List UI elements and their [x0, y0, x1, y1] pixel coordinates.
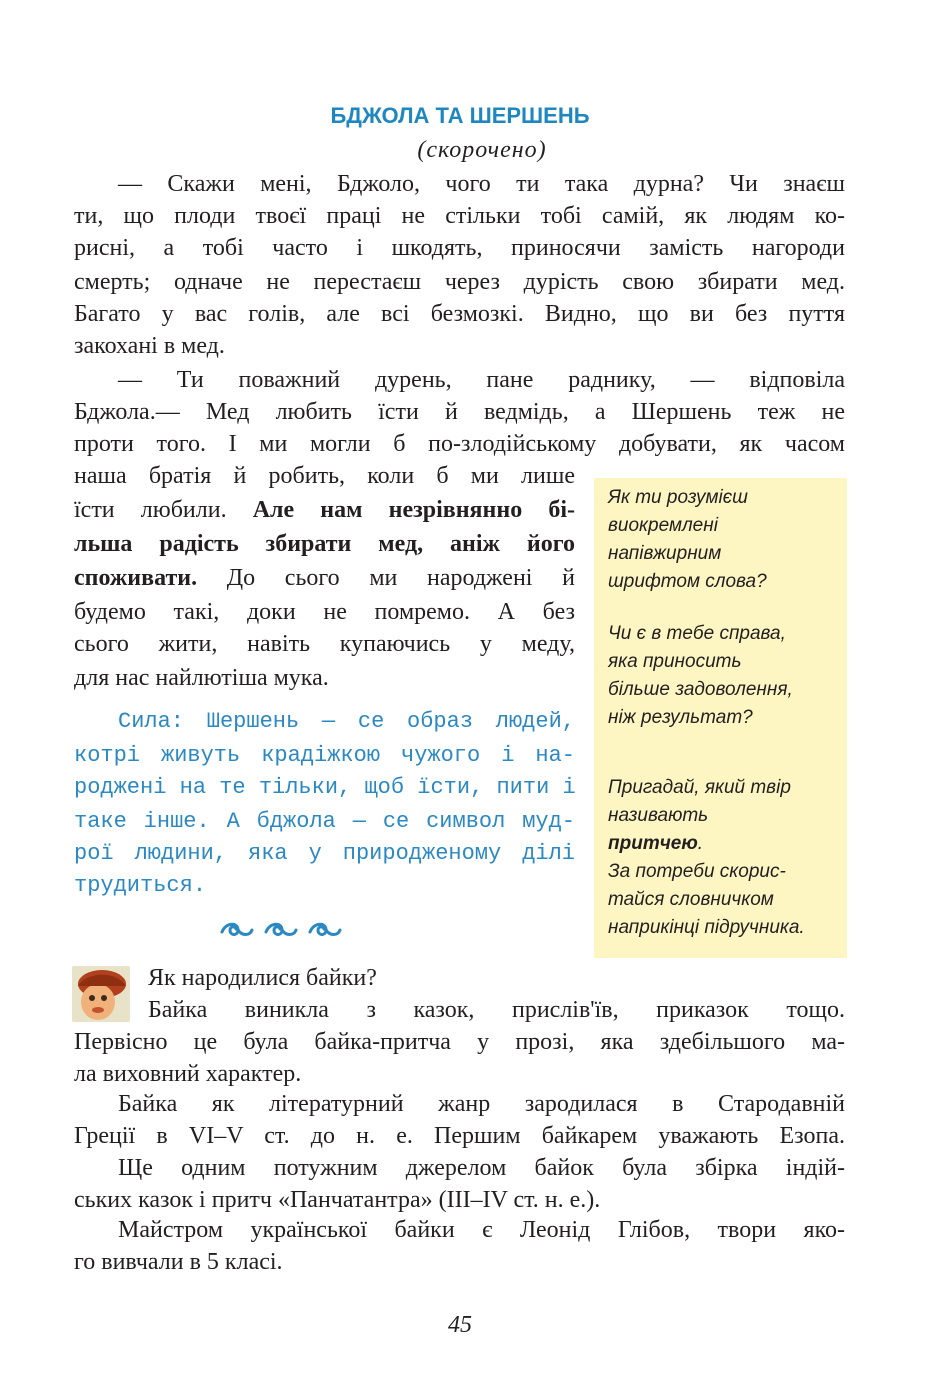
- fable-subtitle: (скорочено): [417, 137, 547, 163]
- sidebar-line: За потреби скорис-: [608, 861, 786, 882]
- moral-line: рої людини, яка у природженому ділі: [74, 841, 575, 866]
- plain-text: До сього ми народжені й: [197, 565, 575, 591]
- sidebar-line: ніж результат?: [608, 707, 753, 728]
- text-line: Греції в VI–V ст. до н. е. Першим байкарем уважають Езопа.: [74, 1123, 845, 1149]
- text-line: Байка виникла з казок, прислів'їв, приказок тощо.: [148, 997, 845, 1023]
- sidebar-line: шрифтом слова?: [608, 571, 767, 592]
- text-line: го вивчали в 5 класі.: [74, 1249, 283, 1275]
- moral-line: роджені на те тільки, щоб їсти, пити і: [74, 775, 576, 800]
- text-line: будемо такі, доки не помремо. А без: [74, 599, 575, 625]
- sidebar-line: називають: [608, 805, 709, 826]
- sidebar-line: Чи є в тебе справа,: [608, 623, 786, 644]
- sidebar-line: більше задоволення,: [608, 679, 793, 700]
- text-line: ти, що плоди твоєї праці не стільки тобі самій, як людям ко-: [74, 203, 845, 229]
- plain-text: їсти любили.: [74, 497, 253, 523]
- bold-text: Але нам незрівнянно бі-: [252, 497, 575, 523]
- text-line: Бджола.— Мед любить їсти й ведмідь, а Шершень теж не: [74, 399, 845, 425]
- sidebar-line: виокремлені: [608, 515, 718, 536]
- questions-sidebar: [594, 478, 847, 958]
- text-line: [74, 562, 575, 594]
- moral-line: таке інше. А бджола — се символ муд-: [74, 809, 575, 834]
- sidebar-line: Пригадай, який твір: [608, 777, 791, 798]
- text-line: Майстром української байки є Леонід Глібов, твори яко-: [118, 1217, 845, 1243]
- moral-line: Сила: Шершень — се образ людей,: [118, 709, 575, 734]
- text-line: — Скажи мені, Бджоло, чого ти така дурна? Чи знаєш: [118, 171, 845, 197]
- text-line: сього жити, навіть купаючись у меду,: [74, 631, 575, 657]
- bold-text: льша радість збирати мед, аніж його: [74, 531, 575, 557]
- text-line: [74, 494, 575, 526]
- text-line: проти того. І ми могли б по-злодійському добувати, як часом: [74, 431, 845, 457]
- sidebar-line: тайся словничком: [608, 889, 774, 910]
- sidebar-line: яка приносить: [608, 651, 742, 672]
- text-line: — Ти поважний дурень, пане раднику, — відповіла: [118, 367, 845, 393]
- swirl-ornament-icon: [214, 914, 344, 944]
- moral-line: котрі живуть крадіжкою чужого і на-: [74, 743, 575, 768]
- text-line: наша братія й робить, коли б ми лише: [74, 463, 575, 489]
- text-line: Байка як літературний жанр зародилася в Стародавній: [118, 1091, 845, 1117]
- text-line: Ще одним потужним джерелом байок була збірка індій-: [118, 1155, 845, 1181]
- text-line: смерть; одначе не перестаєш через дурість свою збирати мед.: [74, 269, 845, 295]
- page-number: 45: [448, 1312, 472, 1338]
- text-line: [74, 528, 575, 560]
- plain-text: .: [697, 833, 704, 854]
- text-line: закохані в мед.: [74, 333, 225, 359]
- bold-term: притчею: [608, 833, 698, 854]
- character-avatar-icon: [72, 966, 130, 1022]
- text-line: ських казок і притч «Панчатантра» (III–IV ст. н. е.).: [74, 1187, 601, 1213]
- fable-title: БДЖОЛА ТА ШЕРШЕНЬ: [330, 103, 590, 128]
- moral-line: трудиться.: [74, 873, 207, 898]
- text-line: для нас найлютіша мука.: [74, 665, 329, 691]
- info-question: Як народилися байки?: [148, 965, 377, 991]
- text-line: рисні, а тобі часто і шкодять, приносячи замість нагороди: [74, 235, 845, 261]
- text-line: Первісно це була байка-притча у прозі, яка здебільшого ма-: [74, 1029, 845, 1055]
- sidebar-line: [608, 830, 703, 858]
- text-line: Багато у вас голів, але всі безмозкі. Видно, що ви без пуття: [74, 301, 845, 327]
- text-line: ла виховний характер.: [74, 1061, 302, 1087]
- sidebar-line: напівжирним: [608, 543, 722, 564]
- sidebar-line: Як ти розумієш: [608, 487, 748, 508]
- sidebar-line: наприкінці підручника.: [608, 917, 805, 938]
- bold-text: споживати.: [74, 565, 198, 591]
